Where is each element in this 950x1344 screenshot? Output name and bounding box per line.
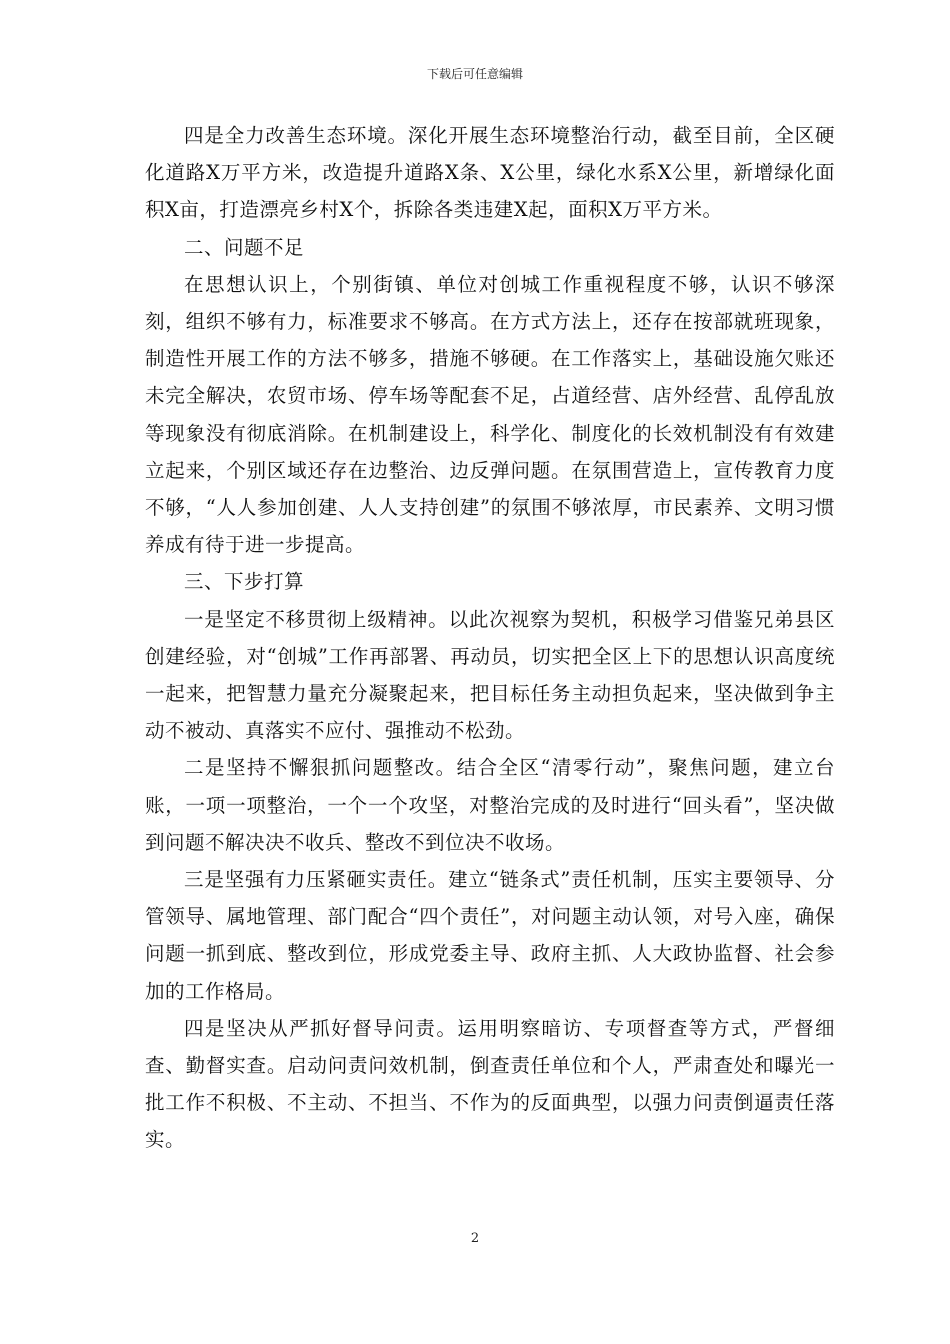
paragraph-step-one: 一是坚定不移贯彻上级精神。以此次视察为契机，积极学习借鉴兄弟县区创建经验，对“创城”工作再部署、再动员，切实把全区上下的思想认识高度统一起来，把智慧力量充分凝聚起来，把目标任务主动担负起来，坚决做到争主动不被动、真落实不应付、强推动不松劲。 (145, 607, 835, 743)
page-header: 下载后可任意编辑 (426, 67, 523, 81)
document-body (145, 117, 835, 1159)
page-number: 2 (470, 1231, 480, 1246)
paragraph-step-two: 二是坚持不懈狠抓问题整改。结合全区“清零行动”，聚焦问题，建立台账，一项一项整治，一个一个攻坚，对整治完成的及时进行“回头看”，坚决做到问题不解决决不收兵、整改不到位决不收场。 (145, 756, 835, 854)
paragraph-eco-environment: 四是全力改善生态环境。深化开展生态环境整治行动，截至目前，全区硬化道路X万平方米，改造提升道路X条、X公里，绿化水系X公里，新增绿化面积X亩，打造漂亮乡村X个，拆除各类违建X起，面积X万平方米。 (145, 124, 835, 222)
paragraph-step-four: 四是坚决从严抓好督导问责。运用明察暗访、专项督查等方式，严督细查、勤督实查。启动问责问效机制，倒查责任单位和个人，严肃查处和曝光一批工作不积极、不主动、不担当、不作为的反面典型，以强力问责倒逼责任落实。 (145, 1016, 835, 1152)
paragraph-problems: 在思想认识上，个别街镇、单位对创城工作重视程度不够，认识不够深刻，组织不够有力，标准要求不够高。在方式方法上，还存在按部就班现象，制造性开展工作的方法不够多，措施不够硬。在工作落实上，基础设施欠账还未完全解决，农贸市场、停车场等配套不足，占道经营、店外经营、乱停乱放等现象没有彻底消除。在机制建设上，科学化、制度化的长效机制没有有效建立起来，个别区域还存在边整治、边反弹问题。在氛围营造上，宣传教育力度不够，“人人参加创建、人人支持创建”的氛围不够浓厚，市民素养、文明习惯养成有待于进一步提高。 (145, 272, 835, 557)
section-heading-next-steps: 三、下步打算 (184, 570, 305, 594)
section-heading-problems: 二、问题不足 (184, 235, 305, 259)
paragraph-step-three: 三是坚强有力压紧砸实责任。建立“链条式”责任机制，压实主要领导、分管领导、属地管理、部门配合“四个责任”，对问题主动认领，对号入座，确保问题一抓到底、整改到位，形成党委主导、政府主抓、人大政协监督、社会参加的工作格局。 (145, 868, 835, 1003)
